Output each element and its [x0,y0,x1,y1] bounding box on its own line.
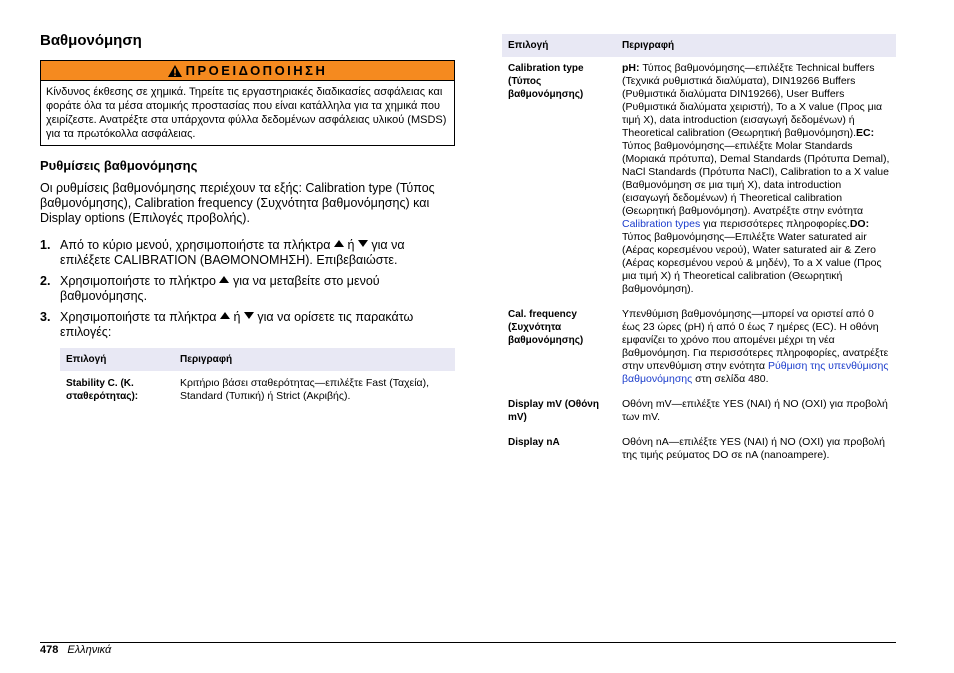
description-cell [616,57,896,303]
step-number: 3. [40,310,51,324]
table-header-row [502,34,896,57]
calibration-options-table [502,34,896,469]
page-heading: Βαθμονόμηση [40,32,142,49]
step-item [40,310,455,340]
step-text: για να μεταβείτε στο μενού βαθμονόμησης. [60,274,380,303]
frequency-text: Υπενθύμιση βαθμονόμησης—μπορεί να οριστεί από 0 έως 23 ώρες (pH) ή από 0 έως 7 ημέρες (EC). Η οθόνη εμφανίζει το χρόνο που απομένει μέχρι τη νέα βαθμονόμηση. Για περισσότερες πληροφορίες, ανατρέξτε στην υπενθύμιση στην ενότητα [622,308,889,372]
option-cell: Display nA [508,437,560,448]
step-number: 2. [40,274,51,288]
table-row [502,303,896,393]
table-row [502,393,896,431]
description-cell: Οθόνη nA—επιλέξτε YES (ΝΑΙ) ή NO (ΟΧΙ) για προβολή της τιμής ρεύματος DO σε nA (nanoampere). [622,436,885,461]
frequency-after: στη σελίδα 480. [695,373,769,385]
warning-header [41,61,454,81]
ec-after: για περισσότερες πληροφορίες. [703,218,850,230]
warning-title: ΠΡΟΕΙΔΟΠΟΙΗΣΗ [185,63,328,78]
up-arrow-icon [219,276,229,283]
option-cell: Display mV (Οθόνη mV) [508,399,599,423]
down-arrow-icon [358,240,368,247]
reminder-link[interactable]: Ρύθμιση της υπενθύμισης βαθμονόμησης [622,360,889,385]
table-row [60,371,455,409]
step-item [40,238,455,268]
ph-text: Τύπος βαθμονόμησης—επιλέξτε Technical buffers (Τεχνικά ρυθμιστικά διαλύματα), DIN19266 Buffers (Ρυθμιστικά διαλύματα DIN19266), User Buffers (Ρυθμιστικά διαλύματα χειριστή), To a X value (Προς μια τιμή X), data introduction (εισαγωγή δεδομένων) ή Theoretical calibration (Θεωρητική βαθμονόμηση). [622,62,883,139]
step-item [40,274,455,304]
page-number: 478 [40,644,59,656]
right-column [502,34,896,469]
step-text: για να επιλέξετε CALIBRATION (ΒΑΘΜΟΝΟΜΗΣΗ). Επιβεβαιώστε. [60,238,405,267]
option-cell: Calibration type (Τύπος βαθμονόμησης) [508,63,584,100]
steps-list [40,238,455,340]
up-arrow-icon [220,312,230,319]
step-text: Από το κύριο μενού, χρησιμοποιήστε τα πλήκτρα [60,238,331,252]
do-text: Τύπος βαθμονόμησης—Επιλέξτε Water saturated air (Αέρας κορεσμένου νερού), Water saturated air & Zero (Αέρας κορεσμένου νερού & μηδέν), To a X value (Προς μια τιμή X) ή Theoretical calibration (Θεωρητική βαθμονόμηση). [622,231,882,295]
description-cell: Οθόνη mV—επιλέξτε YES (ΝΑΙ) ή NO (ΟΧΙ) για προβολή των mV. [622,398,888,423]
step-text: για να ορίσετε τις παρακάτω επιλογές: [60,310,414,339]
table-row [502,431,896,469]
footer-divider [40,642,896,643]
section-subheading: Ρυθμίσεις βαθμονόμησης [40,158,198,173]
table-row [502,57,896,303]
description-cell [616,303,896,393]
header-description: Περιγραφή [616,34,896,57]
down-arrow-icon [244,312,254,319]
page-footer [40,643,111,657]
warning-box [40,60,455,146]
calibration-types-link[interactable]: Calibration types [622,218,701,230]
up-arrow-icon [334,240,344,247]
do-label: DO: [849,218,870,230]
warning-triangle-icon [168,65,182,77]
step-text: Χρησιμοποιήστε το πλήκτρο [60,274,216,288]
intro-paragraph: Οι ρυθμίσεις βαθμονόμησης περιέχουν τα εξής: Calibration type (Τύπος βαθμονόμησης), Calibration frequency (Συχνότητα βαθμονόμησης) και Display options (Επιλογές προβολής). [40,181,435,225]
option-cell: Stability C. (K. σταθερότητας): [66,378,139,402]
step-text: ή [233,310,241,324]
table-header-row [60,348,455,371]
step-number: 1. [40,238,51,252]
header-option: Επιλογή [60,348,174,371]
footer-language: Ελληνικά [67,644,112,656]
warning-text: Κίνδυνος έκθεσης σε χημικά. Τηρείτε τις εργαστηριακές διαδικασίες ασφάλειας και φοράτε όλα τα μέσα ατομικής προστασίας που είναι κατάλληλα για τα χημικά που χειρίζεστε. Ανατρέξτε στα υπάρχοντα φύλλα δεδομένων ασφάλειας υλικού (MSDS) για τα πρωτόκολλα ασφάλειας. [46,86,447,140]
step-text: ή [347,238,355,252]
left-column [40,32,455,409]
header-option: Επιλογή [502,34,616,57]
header-description: Περιγραφή [174,348,455,371]
description-cell: Κριτήριο βάσει σταθερότητας—επιλέξτε Fast (Ταχεία), Standard (Τυπική) ή Strict (Ακριβής). [180,377,430,402]
option-cell: Cal. frequency (Συχνότητα βαθμονόμησης) [508,309,584,346]
ec-text: Τύπος βαθμονόμησης—επιλέξτε Molar Standards (Μοριακά πρότυπα), Demal Standards (Πρότυπα Demal), NaCl Standards (Πρότυπα NaCl), Calibration to a X value (Βαθμονόμηση σε μια τιμή X), data introduction (εισαγωγή δεδομένων) ή Theoretical calibration (Θεωρητική βαθμονόμηση). Ανατρέξτε στην ενότητα [622,140,890,217]
ec-label: EC: [856,127,875,139]
stability-table [60,348,455,409]
step-text: Χρησιμοποιήστε τα πλήκτρα [60,310,217,324]
ph-label: pH: [622,62,640,74]
